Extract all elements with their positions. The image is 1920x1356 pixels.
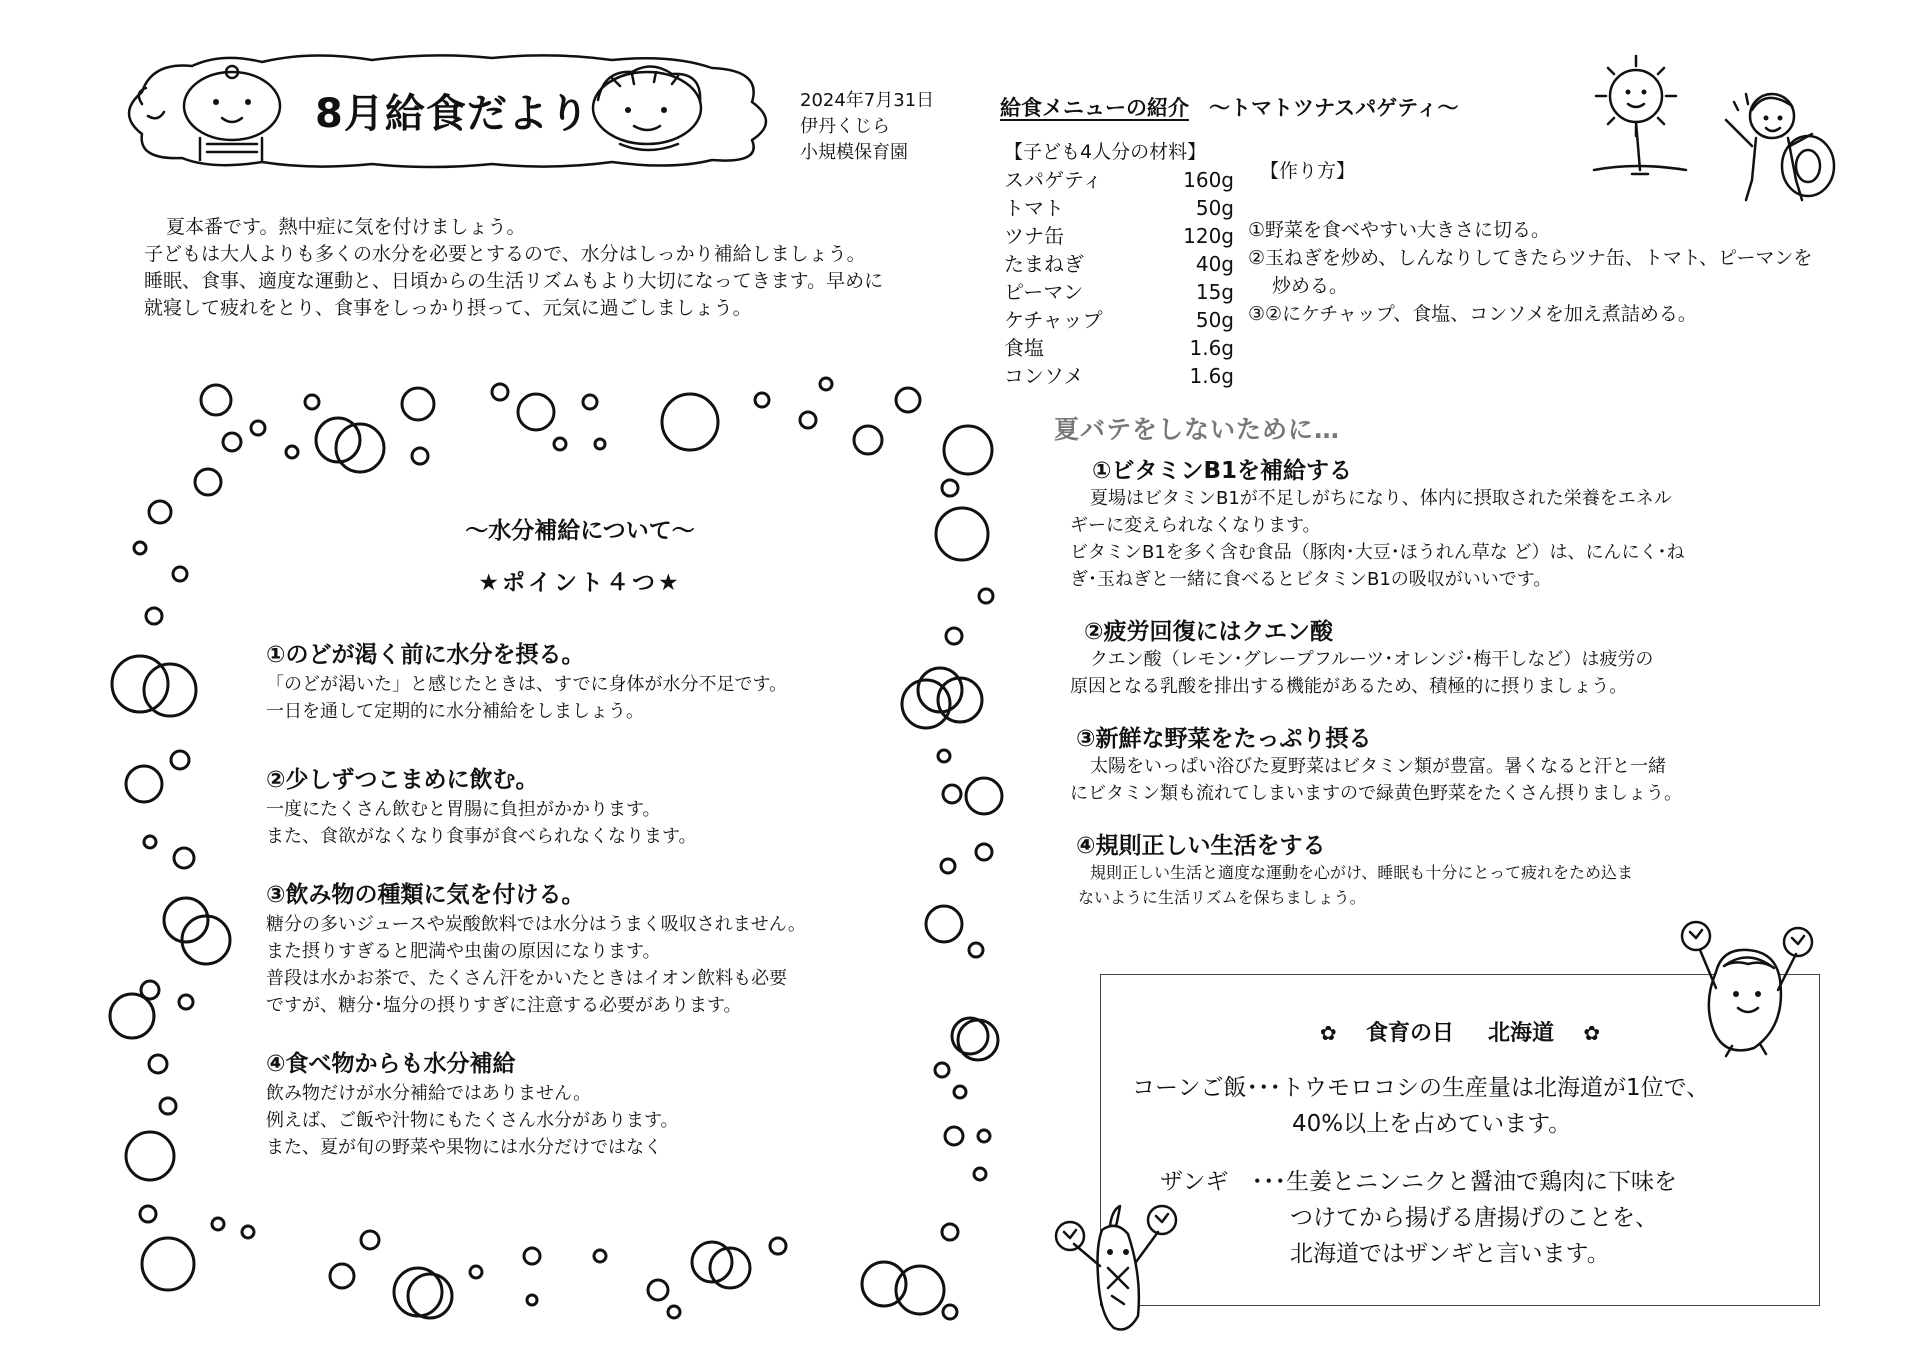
water-point bbox=[266, 876, 906, 1019]
natsubate-item bbox=[1070, 613, 1810, 700]
zangi-line: 北海道ではザンギと言います。 bbox=[1290, 1241, 1610, 1267]
ingredient-name: トマト bbox=[1004, 196, 1064, 220]
water-point bbox=[266, 636, 906, 725]
ingredient-row bbox=[1004, 334, 1234, 362]
ingredient-name: たまねぎ bbox=[1004, 252, 1084, 276]
ingredient-name: ツナ缶 bbox=[1004, 224, 1064, 248]
water-section-heading: ～水分補給について～ bbox=[465, 518, 695, 544]
water-point-line: 飲み物だけが水分補給ではありません。 bbox=[266, 1083, 592, 1104]
boy-character-icon bbox=[139, 66, 280, 160]
flower-icon: ✿ bbox=[1319, 1021, 1337, 1045]
issue-date: 2024年7月31日 bbox=[800, 90, 935, 111]
natsubate-item-title: ①ビタミンB1を補給する bbox=[1092, 458, 1353, 484]
corn-line: 40%以上を占めています。 bbox=[1292, 1111, 1572, 1137]
natsubate-item-title: ④規則正しい生活をする bbox=[1076, 833, 1326, 859]
natsubate-item bbox=[1070, 827, 1810, 910]
ingredient-row bbox=[1004, 362, 1234, 390]
corn-rice-description bbox=[1132, 1070, 1709, 1142]
water-point-line: 糖分の多いジュースや炭酸飲料では水分はうまく吸収されません。 bbox=[266, 914, 806, 935]
swimmer-boy-icon bbox=[1726, 94, 1834, 200]
ingredient-name: 食塩 bbox=[1004, 336, 1044, 360]
ingredient-amount: 50g bbox=[1195, 196, 1234, 220]
intro-line: 睡眠、食事、適度な運動と、日頃からの生活リズムもより大切になってきます。早めに bbox=[144, 270, 884, 292]
natsubate-item-line: ないように生活リズムを保ちましょう。 bbox=[1078, 888, 1366, 907]
water-point-title: ②少しずつこまめに飲む。 bbox=[266, 767, 539, 793]
water-point-line: ですが、糖分･塩分の摂りすぎに注意する必要があります。 bbox=[266, 995, 742, 1016]
howto-step: ③②にケチャップ、食塩、コンソメを加え煮詰める。 bbox=[1248, 303, 1697, 325]
natsubate-item-line: 夏場はビタミンB1が不足しがちになり、体内に摂取された栄養をエネル bbox=[1090, 488, 1672, 509]
intro-line: 子どもは大人よりも多くの水分を必要とするので、水分はしっかり補給しましょう。 bbox=[144, 243, 866, 265]
girl-character-icon bbox=[593, 66, 701, 150]
org-name-line1: 伊丹くじら bbox=[800, 116, 890, 137]
ingredient-amount: 160g bbox=[1183, 168, 1234, 192]
ingredient-name: コンソメ bbox=[1004, 364, 1084, 388]
water-point bbox=[266, 761, 906, 850]
water-section-subheading: ★ポイント４つ★ bbox=[478, 570, 682, 596]
ingredient-row bbox=[1004, 250, 1234, 278]
natsubate-item-line: 原因となる乳酸を排出する機能があるため、積極的に摂りましょう。 bbox=[1070, 676, 1628, 697]
ingredients-header: 【子ども4人分の材料】 bbox=[1004, 141, 1207, 163]
shokuiku-title-text: 食育の日 bbox=[1365, 1021, 1454, 1046]
natsubate-item-title: ②疲労回復にはクエン酸 bbox=[1084, 619, 1334, 645]
howto-step: ①野菜を食べやすい大きさに切る。 bbox=[1248, 219, 1551, 241]
intro-line: 就寝して疲れをとり、食事をしっかり摂って、元気に過ごしましょう。 bbox=[144, 297, 752, 319]
natsubate-item-line: ギーに変えられなくなります。 bbox=[1070, 515, 1321, 536]
shokuiku-region: 北海道 bbox=[1488, 1021, 1555, 1046]
menu-section-title bbox=[1000, 92, 1458, 122]
howto-title: 【作り方】 bbox=[1260, 160, 1356, 182]
water-point-line: また、夏が旬の野菜や果物には水分だけではなく bbox=[266, 1137, 662, 1158]
burdock-icon bbox=[1056, 1206, 1176, 1330]
natsubate-item-line: クエン酸（レモン･グレープフルーツ･オレンジ･梅干しなど）は疲労の bbox=[1090, 649, 1654, 670]
water-point-line: また、食欲がなくなり食事が食べられなくなります。 bbox=[266, 826, 697, 847]
ingredient-amount: 120g bbox=[1183, 224, 1234, 248]
natsubate-item-line: ぎ･玉ねぎと一緒に食べるとビタミンB1の吸収がいいです。 bbox=[1070, 569, 1552, 590]
zangi-line: ザンギ ･･･生姜とニンニクと醤油で鶏肉に下味を bbox=[1160, 1169, 1678, 1195]
ingredient-amount: 40g bbox=[1195, 252, 1234, 276]
water-point-line: 「のどが渇いた」と感じたときは、すでに身体が水分不足です。 bbox=[266, 674, 788, 695]
howto-steps bbox=[1248, 216, 1848, 328]
ingredient-name: ケチャップ bbox=[1004, 308, 1103, 332]
ingredient-row bbox=[1004, 222, 1234, 250]
ingredient-amount: 1.6g bbox=[1189, 336, 1234, 360]
water-point-line: 一日を通して定期的に水分補給をしましょう。 bbox=[266, 701, 644, 722]
ingredient-row bbox=[1004, 194, 1234, 222]
water-point-line: 例えば、ご飯や汁物にもたくさん水分があります。 bbox=[266, 1110, 679, 1131]
ingredient-amount: 1.6g bbox=[1189, 364, 1234, 388]
ingredient-name: スパゲティ bbox=[1004, 168, 1103, 192]
natsubate-items bbox=[1070, 452, 1810, 930]
ingredient-amount: 15g bbox=[1195, 280, 1234, 304]
natsubate-item-line: 太陽をいっぱい浴びた夏野菜はビタミン類が豊富。暑くなると汗と一緒 bbox=[1090, 756, 1666, 777]
water-points bbox=[266, 636, 906, 1187]
corn-line: コーンご飯･･･トウモロコシの生産量は北海道が1位で、 bbox=[1132, 1075, 1710, 1101]
intro-text bbox=[144, 214, 944, 322]
flower-icon: ✿ bbox=[1583, 1021, 1601, 1045]
ingredient-row bbox=[1004, 306, 1234, 334]
natsubate-item-line: にビタミン類も流れてしまいますので緑黄色野菜をたくさん摂りましょう。 bbox=[1070, 783, 1682, 804]
ingredient-row bbox=[1004, 166, 1234, 194]
natsubate-item-title: ③新鮮な野菜をたっぷり摂る bbox=[1076, 726, 1372, 752]
natsubate-item-line: 規則正しい生活と適度な運動を心がけ、睡眠も十分にとって疲れをため込ま bbox=[1090, 863, 1634, 882]
burdock-character-illustration bbox=[1052, 1196, 1182, 1336]
water-point-title: ④食べ物からも水分補給 bbox=[266, 1051, 516, 1077]
natsubate-item bbox=[1070, 452, 1810, 593]
shokuiku-title bbox=[1100, 1016, 1820, 1047]
water-point-line: 一度にたくさん飲むと胃腸に負担がかかります。 bbox=[266, 799, 661, 820]
water-point-title: ①のどが渇く前に水分を摂る。 bbox=[266, 642, 585, 668]
natsubate-item bbox=[1070, 720, 1810, 807]
water-point-line: また摂りすぎると肥満や虫歯の原因になります。 bbox=[266, 941, 661, 962]
ingredient-amount: 50g bbox=[1195, 308, 1234, 332]
water-point bbox=[266, 1045, 906, 1161]
org-name-line2: 小規模保育園 bbox=[800, 142, 908, 163]
zangi-line: つけてから揚げる唐揚げのことを、 bbox=[1290, 1205, 1658, 1231]
ingredient-name: ピーマン bbox=[1004, 280, 1084, 304]
page-title: 8月給食だより bbox=[315, 91, 590, 137]
water-point-title: ③飲み物の種類に気を付ける。 bbox=[266, 882, 585, 908]
menu-title: 給食メニューの紹介 bbox=[1000, 96, 1189, 120]
water-point-line: 普段は水かお茶で、たくさん汗をかいたときはイオン飲料も必要 bbox=[266, 968, 788, 989]
ingredient-row bbox=[1004, 278, 1234, 306]
ingredients-list bbox=[1004, 138, 1234, 390]
menu-dish-name: ～トマトツナスパゲティ～ bbox=[1209, 96, 1459, 120]
sun-swimmer-illustration bbox=[1576, 50, 1846, 210]
natsubate-title: 夏バテをしないために… bbox=[1054, 415, 1341, 444]
howto-step: ②玉ねぎを炒め、しんなりしてきたらツナ缶、トマト、ピーマンを bbox=[1248, 247, 1813, 269]
zangi-description bbox=[1160, 1164, 1677, 1272]
intro-line: 夏本番です。熱中症に気を付けましょう。 bbox=[166, 216, 526, 238]
natsubate-item-line: ビタミンB1を多く含む食品（豚肉･大豆･ほうれん草な ど）は、にんにく･ね bbox=[1070, 542, 1685, 563]
sun-umbrella-icon bbox=[1594, 56, 1686, 174]
howto-step: 炒める。 bbox=[1272, 275, 1349, 297]
